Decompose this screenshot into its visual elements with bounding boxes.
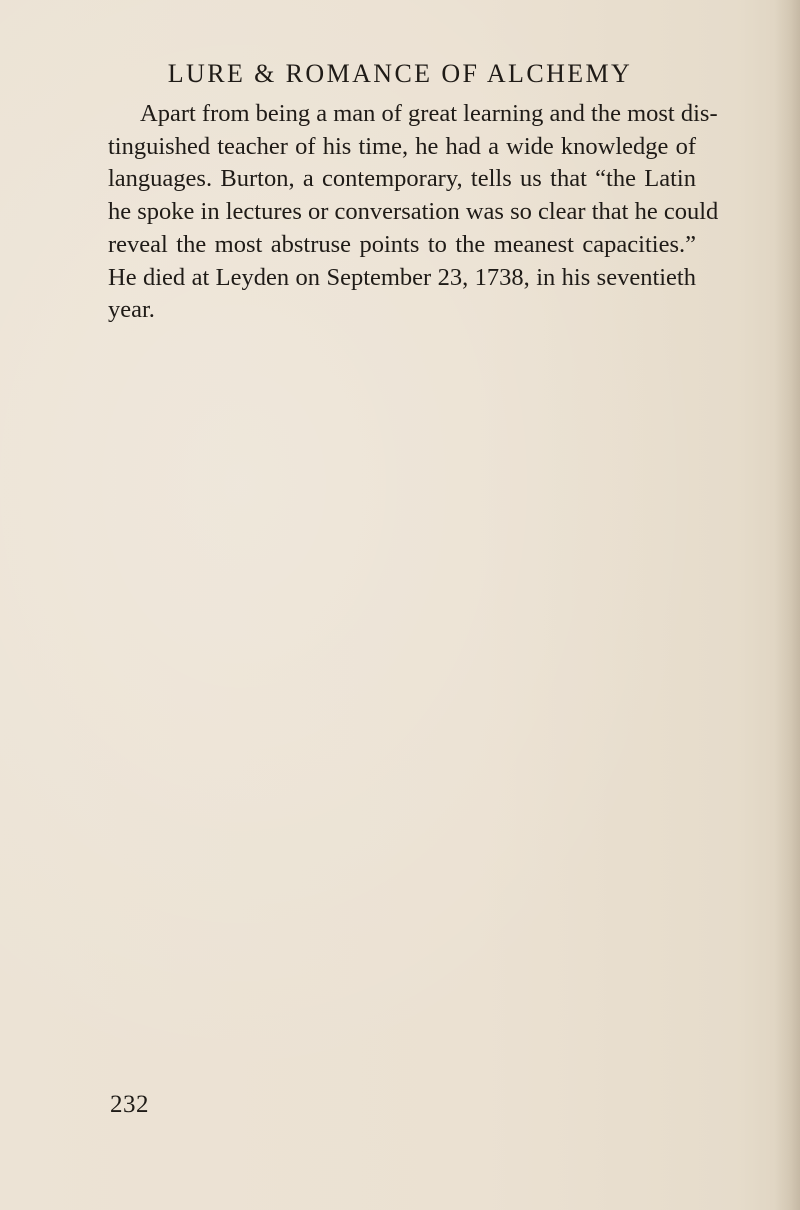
text-line: he spoke in lectures or conversation was so clear that he could [108,198,719,226]
text-line: reveal the most abstruse points to the meanest capacities.” [108,230,696,258]
text-line: Apart from being a man of great learning and the most dis- [140,100,718,127]
running-head: LURE & ROMANCE OF ALCHEMY [167,59,633,88]
page-edge-shadow [774,0,800,1210]
body-paragraph [108,98,719,327]
text-line: languages. Burton, a contemporary, tells us that “the Latin [108,165,696,193]
text-line: tinguished teacher of his time, he had a wide knowledge of [108,132,696,160]
page-number: 232 [110,1091,149,1118]
text-line: year. [108,296,155,324]
text-line: He died at Leyden on September 23, 1738, in his seventieth [108,263,696,291]
